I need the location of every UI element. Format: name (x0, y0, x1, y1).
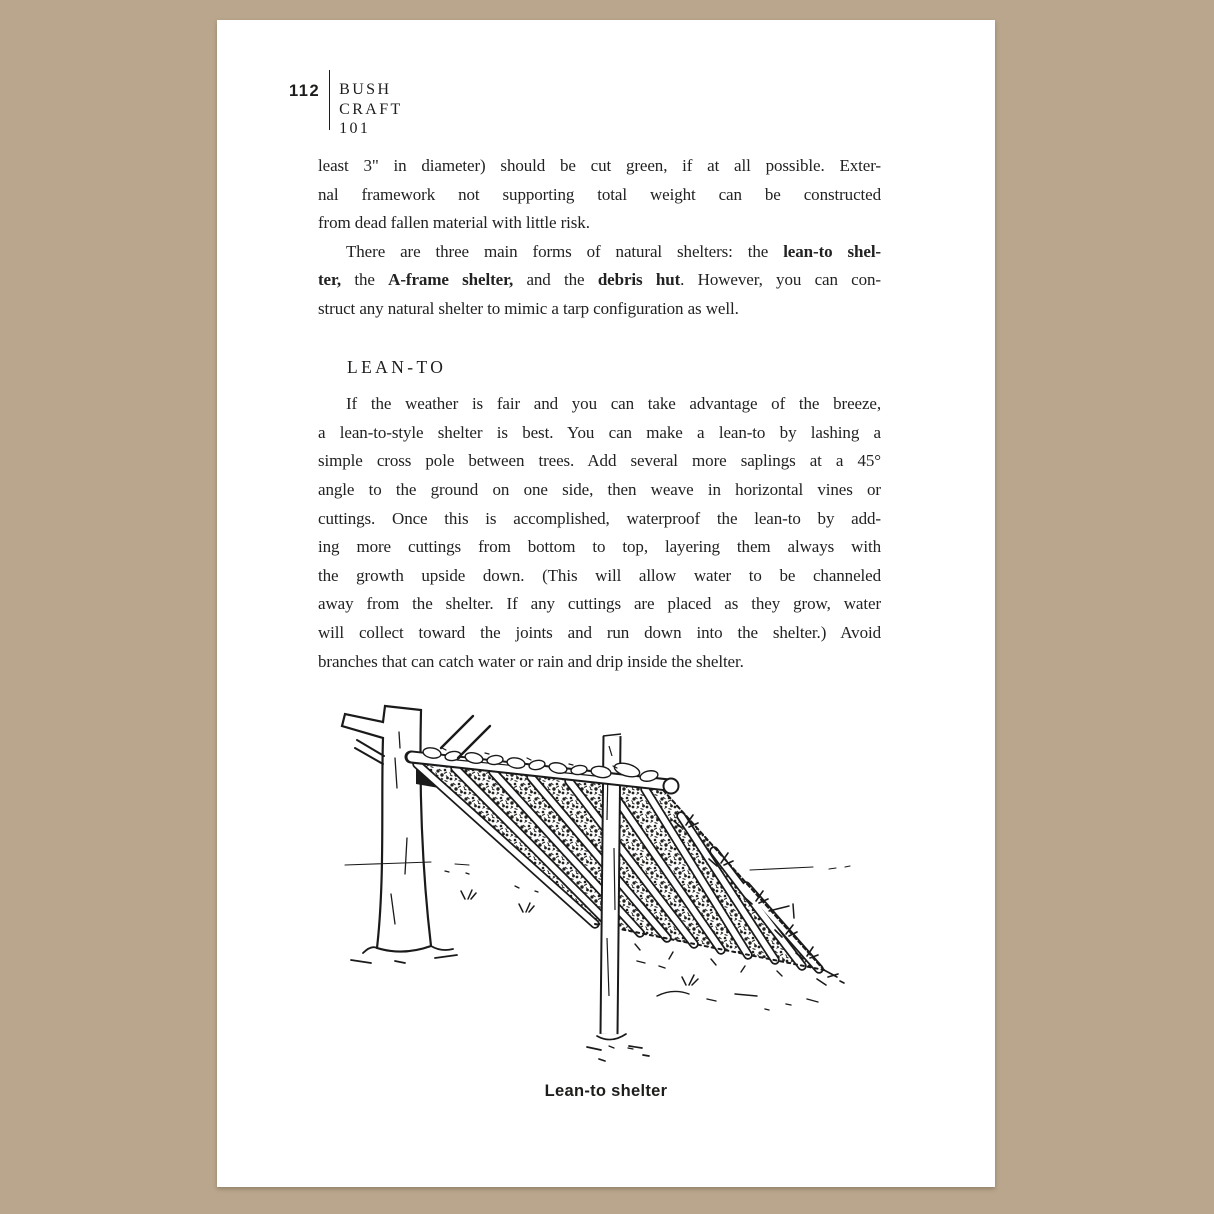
paragraph (318, 238, 881, 324)
paragraph (318, 152, 881, 238)
book-page (217, 20, 995, 1187)
text-line: cuttings. Once this is accomplished, waterproof the lean-to by add- (318, 508, 881, 528)
running-header (289, 70, 403, 139)
page-number: 112 (289, 82, 321, 100)
figure-caption: Lean-to shelter (544, 1082, 668, 1100)
text-line: least 3" in diameter) should be cut green, if at all possible. Exter- (318, 156, 881, 175)
book-title-line: CRAFT (339, 100, 403, 118)
text-line: nal framework not supporting total weight can be constructed (318, 184, 881, 204)
branch-stubs (441, 716, 490, 758)
text-line: the growth upside down. (This will allow water to be channeled (318, 565, 881, 585)
header-divider (329, 70, 330, 130)
text-line: simple cross pole between trees. Add several more saplings at a 45° (318, 451, 881, 471)
text-line: from dead fallen material with little risk. (318, 213, 590, 233)
book-title-line: 101 (339, 120, 371, 137)
tree-trunk (342, 706, 457, 963)
text-line: There are three main forms of natural shelters: the lean-to shel- (346, 241, 881, 261)
text-line: If the weather is fair and you can take advantage of the breeze, (346, 394, 881, 414)
text-line: angle to the ground on one side, then weave in horizontal vines or (318, 479, 881, 499)
text-line: a lean-to-style shelter is best. You can make a lean-to by lashing a (318, 422, 881, 442)
book-title (339, 80, 403, 139)
section-heading: LEAN-TO (347, 356, 447, 377)
paragraph (318, 390, 881, 676)
text-line: branches that can catch water or rain and drip inside the shelter. (318, 651, 744, 671)
text-line: away from the shelter. If any cuttings are placed as they grow, water (318, 594, 881, 614)
lean-to-shelter-illustration (337, 698, 899, 1078)
figure (337, 698, 899, 1078)
text-line: struct any natural shelter to mimic a tarp configuration as well. (318, 298, 739, 318)
body-text (318, 152, 881, 676)
text-line: ter, the A-frame shelter, and the debris hut. However, you can con- (318, 270, 881, 290)
text-line: will collect toward the joints and run down into the shelter.) Avoid (318, 622, 881, 642)
book-title-line: BUSH (339, 81, 392, 98)
text-line: ing more cuttings from bottom to top, layering them always with (318, 537, 881, 557)
